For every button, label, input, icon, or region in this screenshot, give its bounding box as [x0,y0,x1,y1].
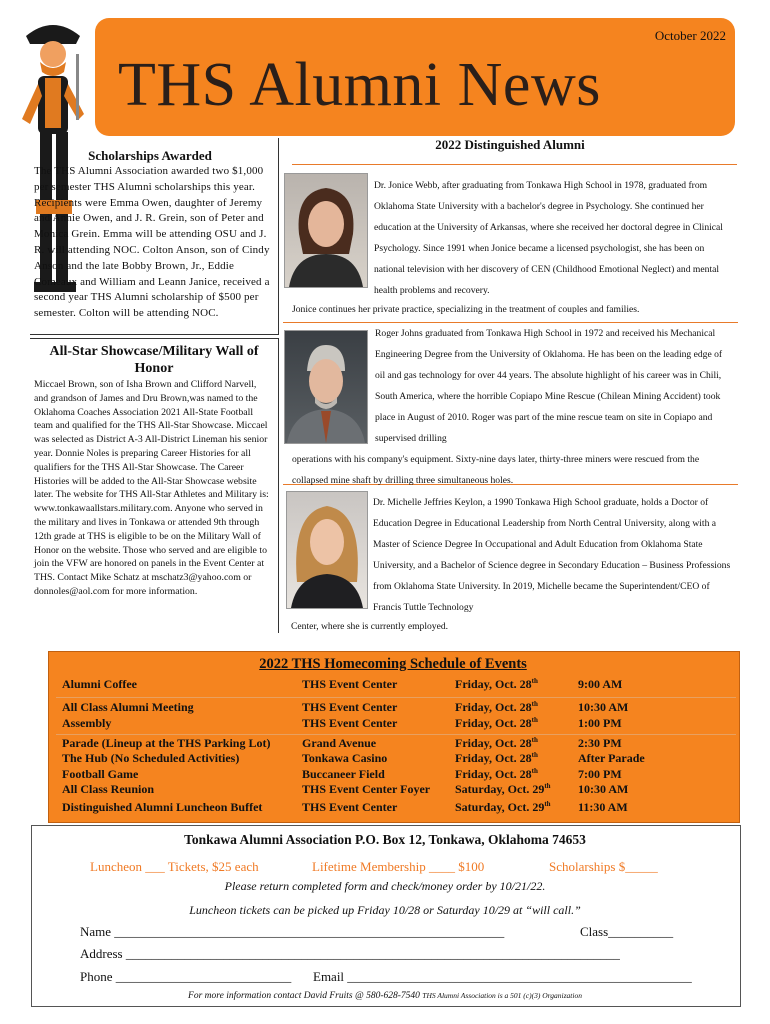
section-divider [292,164,737,165]
footer-org-note: THS Alumni Association is a 501 (c)(3) Organization [422,991,582,1000]
schedule-day: Friday, Oct. 28 [455,736,532,750]
ordinal-suffix: th [531,700,538,708]
schedule-location: THS Event Center [302,716,398,730]
schedule-row-divider [56,734,736,735]
schedule-date [455,716,538,731]
ordinal-suffix: th [531,751,538,759]
schedule-date [455,677,538,692]
bio-roger-johns-continued: operations with his company's equipment. Sixty-nine days later, thirty-three miners were rescued from the collapsed mine shaft by drilling three simultaneous holes. [292,454,700,486]
schedule-day: Friday, Oct. 28 [455,700,532,714]
ordinal-suffix: th [531,716,538,724]
schedule-row-divider [56,697,736,698]
schedule-time: 10:30 AM [578,782,629,796]
schedule-event: Distinguished Alumni Luncheon Buffet [62,800,263,814]
schedule-title: 2022 THS Homecoming Schedule of Events [259,656,527,672]
schedule-time: 2:30 PM [578,736,622,750]
person-portrait-icon [287,492,367,608]
schedule-time: 9:00 AM [578,677,623,691]
person-portrait-icon [285,331,367,443]
schedule-date [455,736,538,751]
schedule-time: 10:30 AM [578,700,629,714]
scholarships-donation-field[interactable]: Scholarships $_____ [549,859,658,874]
schedule-location: Buccaneer Field [302,767,385,781]
schedule-day: Saturday, Oct. 29 [455,782,545,796]
schedule-location: Grand Avenue [302,736,377,750]
schedule-date [455,751,538,766]
schedule-event: Football Game [62,767,139,781]
schedule-event: Parade (Lineup at the THS Parking Lot) [62,736,271,750]
schedule-date [455,800,551,815]
lifetime-membership-field[interactable]: Lifetime Membership ____ $100 [312,859,485,874]
schedule-event: Assembly [62,716,112,730]
email-field[interactable]: Email _____________________________________________________ [313,969,692,984]
footer-contact: For more information contact David Fruits @ 580-628-7540 [188,991,420,1001]
schedule-time: 7:00 PM [578,767,622,781]
masthead-title: THS Alumni News [118,51,601,119]
schedule-date [455,700,538,715]
schedule-day: Saturday, Oct. 29 [455,800,545,814]
class-field[interactable]: Class__________ [580,924,674,939]
pickup-note: Luncheon tickets can be picked up Friday 10/28 or Saturday 10/29 at “will call.” [189,903,581,917]
schedule-location: THS Event Center [302,800,398,814]
schedule-event: All Class Reunion [62,782,155,796]
luncheon-tickets-field[interactable]: Luncheon ___ Tickets, $25 each [90,859,259,874]
schedule-time: After Parade [578,751,645,765]
ordinal-suffix: th [544,800,551,808]
schedule-location: Tonkawa Casino [302,751,388,765]
schedule-time: 11:30 AM [578,800,628,814]
ordinal-suffix: th [531,677,538,685]
schedule-event: Alumni Coffee [62,677,137,691]
form-heading: Tonkawa Alumni Association P.O. Box 12, Tonkawa, Oklahoma 74653 [184,832,586,847]
schedule-time: 1:00 PM [578,716,622,730]
person-portrait-icon [285,174,367,287]
schedule-location: THS Event Center [302,677,398,691]
bio-jonice-webb-continued: Jonice continues her private practice, specializing in the treatment of couples and families. [292,304,640,315]
photo-michelle-keylon [286,491,368,609]
address-field[interactable]: Address ____________________________________________________________________________ [80,946,620,961]
allstar-body: Miccael Brown, son of Isha Brown and Clifford Narvell, and grandson of James and Dru Brown,was named to the Oklahoma Coaches Association 2021 All-State Football team and qualified for the THS All-Star Showcase. Miccael was selected as District A-3 All-District Lineman his senior year. Donnie Noles is preparing Career Histories for all qualifiers for the THS All-Star Showcase. The Career Histories will be added to the All-Star Showcase website later. The website for THS All-Star Athletes and Military is: www.tonkawaallstars.military.com. Anyone who served in the military and lives in Tonkawa or attended 9th through 12th grade at THS is eligible to be on the Military Wall of Honor on the website. Those who served and are eligible to join the VFW are honored on panels in the Event Center at THS. Contact Mike Schatz at mschatz3@yahoo.com or donnoles@aol.com for more information. [34,379,269,597]
photo-roger-johns [284,330,368,444]
scholarships-heading: Scholarships Awarded [88,148,212,163]
schedule-day: Friday, Oct. 28 [455,677,532,691]
phone-field[interactable]: Phone ___________________________ [80,969,292,984]
bio-michelle-keylon: Dr. Michelle Jeffries Keylon, a 1990 Tonkawa High School graduate, holds a Doctor of Education Degree in Educational Leadership from North Central University, along with a Master of Science Degree In Occupational and Adult Education from Oklahoma State University, and a Bachelor of Science degree in Secondary Education – Business Professions from Oklahoma State University. In 2019, Michelle became the Superintendent/CEO of Francis Tuttle Technology [373,497,731,613]
schedule-event: All Class Alumni Meeting [62,700,194,714]
bio-jonice-webb: Dr. Jonice Webb, after graduating from Tonkawa High School in 1978, graduated from Oklahoma State University with a bachelor's degree in Psychology. She continued her education at the University of Arkansas, where she received her doctoral degree in Clinical Psychology. Since 1991 when Jonice became a licensed psychologist, she has been on national television with her discovery of CEN (Childhood Emotional Neglect) and mental health problems and recovery. [374,180,723,296]
schedule-event: The Hub (No Scheduled Activities) [62,751,240,765]
allstar-heading: All-Star Showcase/Military Wall of Honor [49,344,259,376]
bio-michelle-keylon-continued: Center, where she is currently employed. [291,621,449,632]
issue-date: October 2022 [654,28,726,43]
photo-jonice-webb [284,173,368,288]
distinguished-alumni-heading: 2022 Distinguished Alumni [435,137,585,152]
name-field[interactable]: Name ____________________________________________________________ [80,924,505,939]
ordinal-suffix: th [531,767,538,775]
schedule-date [455,767,538,782]
schedule-location: THS Event Center [302,700,398,714]
schedule-day: Friday, Oct. 28 [455,767,532,781]
bio-roger-johns: Roger Johns graduated from Tonkawa High School in 1972 and received his Mechanical Engineering Degree from the University of Oklahoma. He has been on the leading edge of oil and gas technology for over 44 years. The absolute highlight of his career was in Chili, South America, where the horrible Copiapo Mine Rescue (Chilean Mining Accident) took place in August of 2010. Roger was part of the mine rescue team on site in Copiapo and supervised drilling [375,328,723,444]
scholarships-body: The THS Alumni Association awarded two $1,000 per semester THS Alumni scholarships this year. Recipients were Emma Owen, daughter of Jeremy and Annie Owen, and J. R. Grein, son of Peter and Monica Grein. Emma will be attending OSU and J. R. will attending NOC. Colton Anson, son of Cindy Anson and the late Bobby Brown, Jr., Eddie Comeaux and William and Leann Janice, received a second year THS Alumni scholarship of $500 per semester. Colton will be attending NOC. [34,165,270,320]
schedule-date [455,782,551,797]
footer [31,991,739,1001]
schedule-day: Friday, Oct. 28 [455,716,532,730]
schedule-day: Friday, Oct. 28 [455,751,532,765]
schedule-location: THS Event Center Foyer [302,782,431,796]
ordinal-suffix: th [544,782,551,790]
return-note: Please return completed form and check/money order by 10/21/22. [224,879,546,893]
ordinal-suffix: th [531,736,538,744]
